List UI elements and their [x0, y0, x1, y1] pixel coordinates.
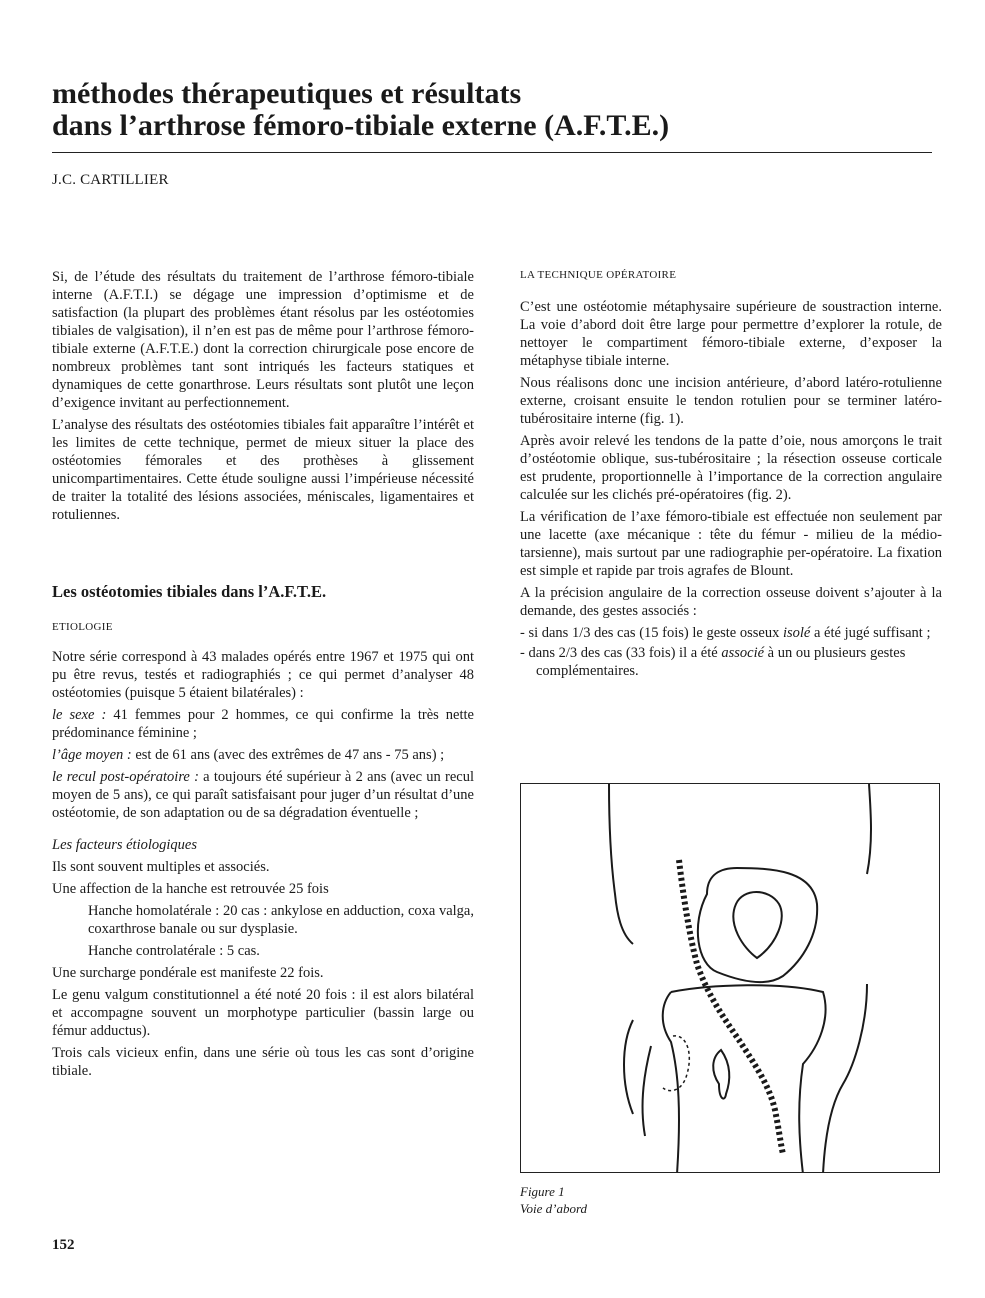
surcharge-paragraph: Une surcharge pondérale est manifeste 22 fois. [52, 965, 324, 981]
gestes-list [520, 624, 942, 680]
etiologie-label: ETIOLOGIE [52, 621, 113, 633]
technique-paragraph-3: Après avoir relevé les tendons de la patte d’oie, nous amorçons le trait d’ostéotomie oblique, sus-tubérositaire ; la résection osseuse corticale est prudente, proportionnelle à l’importance de la correction angulaire calculée sur les clichés pré-opératoires (fig. 2). [520, 433, 942, 503]
fibula-head-dotted [663, 1036, 689, 1091]
thigh-left-contour [609, 784, 633, 944]
page-number: 152 [52, 1237, 75, 1253]
intro-paragraph-2: L’analyse des résultats des ostéotomies tibiales fait apparaître l’intérêt et les limites de cette technique, permet de mieux situer la place des ostéotomies fémorales et des prothèses à glissement unicompartimentaires. Cette étude souligne aussi l’impérieuse nécessité de traiter la totalité des lésions associées, méniscales, ligamentaires et rotuliennes. [52, 417, 474, 523]
tibia-left-edge [663, 992, 679, 1173]
right-column [520, 268, 942, 682]
intro-paragraph-1: Si, de l’étude des résultats du traitement de l’arthrose fémoro-tibiale interne (A.F.T.I.) se dégage une impression d’optimisme et de satisfaction (la plupart des problèmes étant résolus par les ostéotomies tibiales de valgisation), il n’en est pas de même pour l’arthrose fémoro-tibiale externe (A.F.T.E.) dont la correction chirurgicale pose encore de nombreux problèmes tant sont intriqués les facteurs statiques et dynamiques de cette gonarthrose. Leurs résultats sont plutôt une leçon d’exigence invitant au perfectionnement. [52, 269, 474, 411]
patella-outline [733, 892, 781, 958]
section-title: Les ostéotomies tibiales dans l’A.F.T.E. [52, 582, 327, 601]
technique-paragraph-1: C’est une ostéotomie métaphysaire supérieure de soustraction interne. La voie d’abord doit être large pour permettre d’explorer la rotule, de nettoyer le compartiment fémoro-tibiale externe, d’exposer la métaphyse tibiale interne. [520, 299, 942, 369]
recul-label: le recul post-opératoire : [52, 769, 199, 785]
figure-caption [520, 1183, 587, 1217]
facteurs-paragraph-1: Ils sont souvent multiples et associés. [52, 859, 270, 875]
incision-line [679, 860, 783, 1154]
technique-paragraph-4: La vérification de l’axe fémoro-tibiale est effectuée non seulement par une lacette (axe mécanique : tête du fémur - milieu de la médio-tarsienne), mais surtout par une radiographie per-opératoire. La fixation est simple et rapide par trois agrafes de Blount. [520, 509, 942, 579]
thigh-right-contour [867, 784, 871, 874]
title-line-1: méthodes thérapeutiques et résultats [52, 77, 522, 110]
title-line-2: dans l’arthrose fémoro-tibiale externe (A.F.T.E.) [52, 109, 670, 142]
list-item: - si dans 1/3 des cas (15 fois) le geste osseux isolé a été jugé suffisant ; [520, 625, 931, 641]
age-paragraph [52, 746, 474, 764]
spacer [52, 528, 474, 582]
facteurs-heading: Les facteurs étiologiques [52, 837, 197, 853]
recul-text: a toujours été supérieur à 2 ans (avec un recul moyen de 5 ans), ce qui paraît satisfaisant pour juger d’un résultat d’une ostéotomie, de son adaptation ou de sa dégradation éventuelle ; [52, 769, 474, 821]
genu-paragraph: Le genu valgum constitutionnel a été noté 20 fois : il est alors bilatéral et accompagne souvent un morphotype particulier (bassin large ou fémur adductus). [52, 987, 474, 1039]
facteurs-paragraph-2: Une affection de la hanche est retrouvée 25 fois [52, 881, 329, 897]
sexe-label: le sexe : [52, 707, 107, 723]
knee-illustration [521, 784, 940, 1173]
left-column [52, 268, 474, 1084]
cals-paragraph: Trois cals vicieux enfin, dans une série où tous les cas sont d’origine tibiale. [52, 1045, 474, 1079]
author: J.C. CARTILLIER [52, 172, 169, 188]
technique-paragraph-2: Nous réalisons donc une incision antérieure, d’abord latéro-rotulienne externe, croisant ensuite le tendon rotulien pour se terminer latéro-tubérositaire interne (fig. 1). [520, 375, 942, 427]
recul-paragraph [52, 768, 474, 822]
list-item: - dans 2/3 des cas (33 fois) il a été associé à un ou plusieurs gestes complémentaires. [520, 645, 906, 679]
femur-outline [698, 868, 817, 982]
sexe-paragraph [52, 706, 474, 742]
article-title [52, 78, 932, 142]
age-text: est de 61 ans (avec des extrêmes de 47 ans - 75 ans) ; [131, 747, 445, 763]
figure-caption-number: Figure 1 [520, 1184, 565, 1199]
figure-caption-title: Voie d’abord [520, 1201, 588, 1216]
tibia-right-edge [671, 985, 826, 1173]
leg-left-contour [624, 1020, 633, 1114]
technique-label: LA TECHNIQUE OPÉRATOIRE [520, 269, 677, 281]
age-label: l’âge moyen : [52, 747, 132, 763]
hanche-homolaterale: Hanche homolatérale : 20 cas : ankylose en adduction, coxa valga, coxarthrose banale ou sur dysplasie. [88, 903, 474, 937]
figure-1-knee-drawing [520, 783, 940, 1173]
title-rule [52, 152, 932, 153]
tuberosity-outline [713, 1050, 729, 1099]
leg-right-contour [823, 984, 867, 1173]
technique-paragraph-5: A la précision angulaire de la correction osseuse doivent s’ajouter à la demande, des gestes associés : [520, 585, 942, 619]
serie-paragraph: Notre série correspond à 43 malades opérés entre 1967 et 1975 qui ont pu être revus, testés et radiographiés ; ce qui permet d’analyser 48 ostéotomies (puisque 5 étaient bilatérales) : [52, 649, 474, 701]
hanche-controlaterale: Hanche controlatérale : 5 cas. [88, 943, 260, 959]
fibula [643, 1046, 651, 1136]
sexe-text: 41 femmes pour 2 hommes, ce qui confirme la très nette prédominance féminine ; [52, 707, 474, 741]
